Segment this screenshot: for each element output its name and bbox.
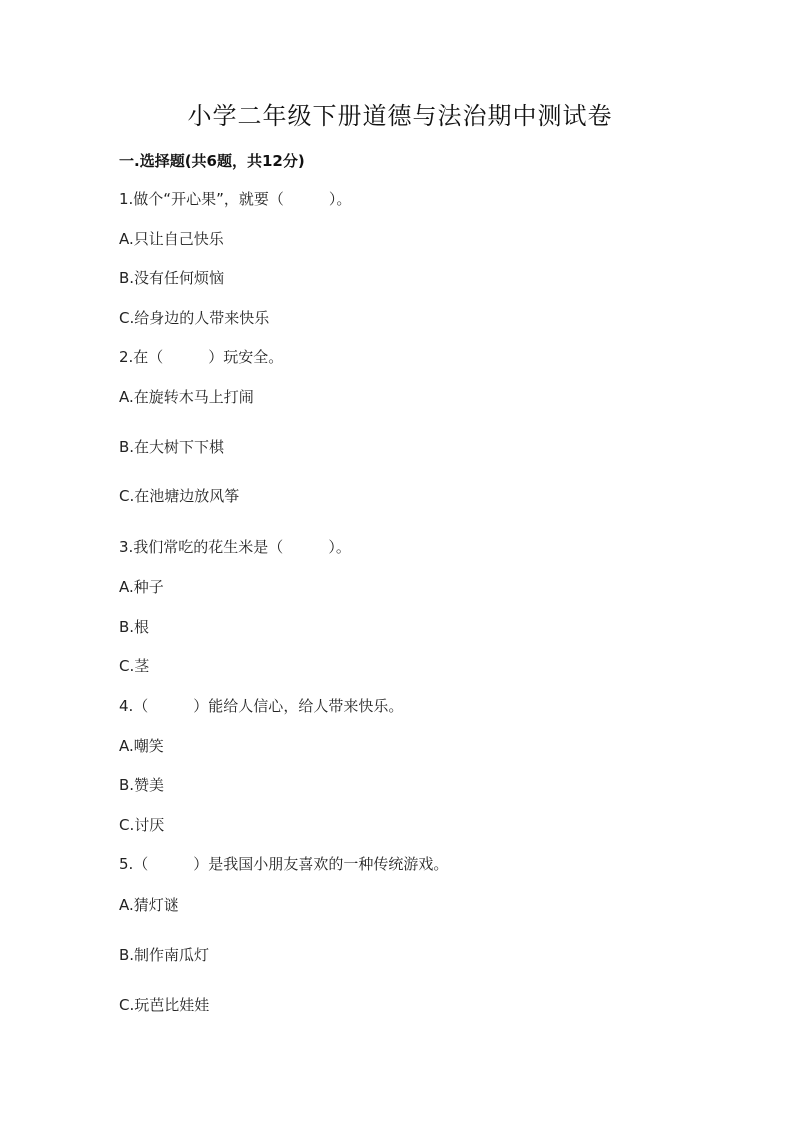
question-4-option-a: A.嘲笑 (119, 737, 164, 755)
question-5-option-c: C.玩芭比娃娃 (119, 996, 210, 1014)
question-4-option-c: C.讨厌 (119, 816, 165, 834)
question-3-option-c: C.茎 (119, 657, 150, 675)
question-1-option-a: A.只让自己快乐 (119, 230, 224, 248)
section-header: 一.选择题(共6题，共12分) (119, 152, 305, 170)
question-1-stem: 1.做个“开心果”，就要（ ）。 (119, 190, 352, 208)
question-4-stem: 4.（ ）能给人信心，给人带来快乐。 (119, 697, 404, 715)
question-1-option-c: C.给身边的人带来快乐 (119, 309, 270, 327)
question-2-option-a: A.在旋转木马上打闹 (119, 388, 254, 406)
question-3-option-a: A.种子 (119, 578, 164, 596)
question-3-stem: 3.我们常吃的花生米是（ ）。 (119, 538, 351, 556)
question-5-option-b: B.制作南瓜灯 (119, 946, 210, 964)
exam-title: 小学二年级下册道德与法治期中测试卷 (187, 102, 613, 130)
question-5-option-a: A.猜灯谜 (119, 896, 179, 914)
question-2-option-b: B.在大树下下棋 (119, 438, 225, 456)
question-2-stem: 2.在（ ）玩安全。 (119, 348, 284, 366)
question-2-option-c: C.在池塘边放风筝 (119, 487, 240, 505)
question-5-stem: 5.（ ）是我国小朋友喜欢的一种传统游戏。 (119, 855, 449, 873)
question-4-option-b: B.赞美 (119, 776, 165, 794)
question-3-option-b: B.根 (119, 618, 150, 636)
question-1-option-b: B.没有任何烦恼 (119, 269, 225, 287)
